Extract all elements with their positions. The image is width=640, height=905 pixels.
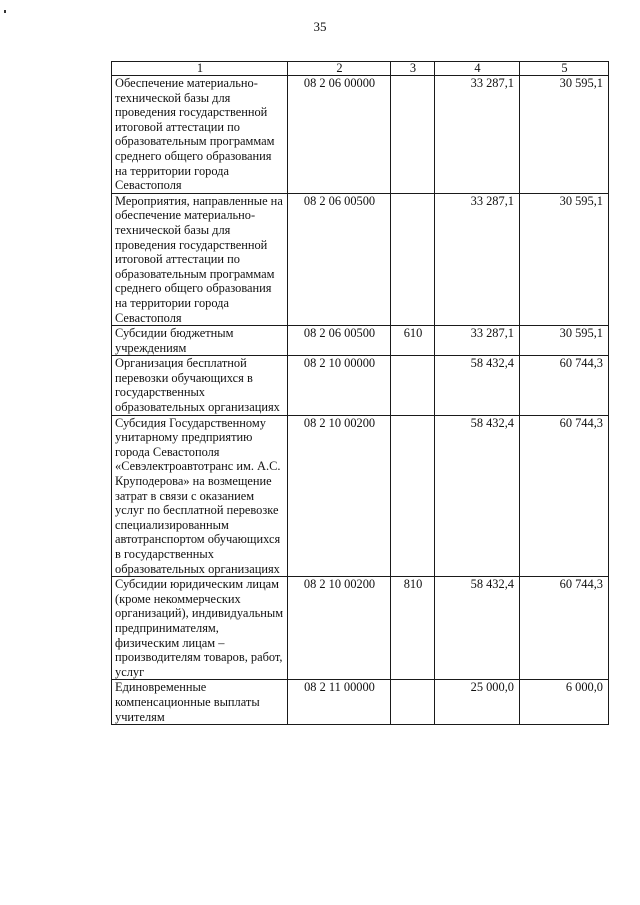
row-code: 08 2 06 00500 (288, 193, 391, 325)
row-year1-amount: 25 000,0 (435, 680, 520, 725)
table-row (112, 193, 609, 325)
row-name: Организация бесплатной перевозки обучающихся в государственных образовательных организациях (112, 356, 288, 415)
row-type: 810 (391, 577, 435, 680)
row-name: Мероприятия, направленные на обеспечение материально-технической базы для проведения государственной итоговой аттестации по образовательным программам среднего общего образования на территории города Севастополя (112, 193, 288, 325)
row-code: 08 2 10 00200 (288, 577, 391, 680)
row-code: 08 2 10 00200 (288, 415, 391, 577)
row-code: 08 2 06 00500 (288, 326, 391, 356)
row-year1-amount: 33 287,1 (435, 326, 520, 356)
row-year2-amount: 60 744,3 (520, 577, 609, 680)
row-name: Единовременные компенсационные выплаты учителям (112, 680, 288, 725)
table-row (112, 415, 609, 577)
table-row (112, 680, 609, 725)
row-year1-amount: 58 432,4 (435, 415, 520, 577)
row-code: 08 2 11 00000 (288, 680, 391, 725)
column-header-2: 2 (288, 62, 391, 76)
row-year2-amount: 30 595,1 (520, 193, 609, 325)
row-name: Субсидии бюджетным учреждениям (112, 326, 288, 356)
row-type (391, 415, 435, 577)
row-year2-amount: 60 744,3 (520, 356, 609, 415)
row-year1-amount: 33 287,1 (435, 76, 520, 194)
row-year2-amount: 60 744,3 (520, 415, 609, 577)
table-row (112, 356, 609, 415)
row-type (391, 680, 435, 725)
row-type (391, 356, 435, 415)
column-header-4: 4 (435, 62, 520, 76)
row-code: 08 2 10 00000 (288, 356, 391, 415)
row-name: Субсидии юридическим лицам (кроме некоммерческих организаций), индивидуальным предпринимателям, физическим лицам – производителям товаров, работ, услуг (112, 577, 288, 680)
row-code: 08 2 06 00000 (288, 76, 391, 194)
scan-mark (4, 10, 6, 13)
row-year2-amount: 6 000,0 (520, 680, 609, 725)
column-header-3: 3 (391, 62, 435, 76)
row-type: 610 (391, 326, 435, 356)
row-name: Субсидия Государственному унитарному предприятию города Севастополя «Севэлектроавтотранс им. А.С. Круподерова» на возмещение затрат в связи с оказанием услуг по бесплатной перевозке специализированным автотранспортом обучающихся в государственных образовательных организациях (112, 415, 288, 577)
budget-table (111, 61, 609, 725)
row-type (391, 76, 435, 194)
row-year2-amount: 30 595,1 (520, 326, 609, 356)
row-type (391, 193, 435, 325)
table-header-row (112, 62, 609, 76)
table-row (112, 76, 609, 194)
row-year1-amount: 33 287,1 (435, 193, 520, 325)
table-row (112, 577, 609, 680)
table-row (112, 326, 609, 356)
row-year2-amount: 30 595,1 (520, 76, 609, 194)
column-header-1: 1 (112, 62, 288, 76)
row-year1-amount: 58 432,4 (435, 356, 520, 415)
row-year1-amount: 58 432,4 (435, 577, 520, 680)
row-name: Обеспечение материально-технической базы для проведения государственной итоговой аттестации по образовательным программам среднего общего образования на территории города Севастополя (112, 76, 288, 194)
column-header-5: 5 (520, 62, 609, 76)
page-number: 35 (313, 19, 327, 34)
